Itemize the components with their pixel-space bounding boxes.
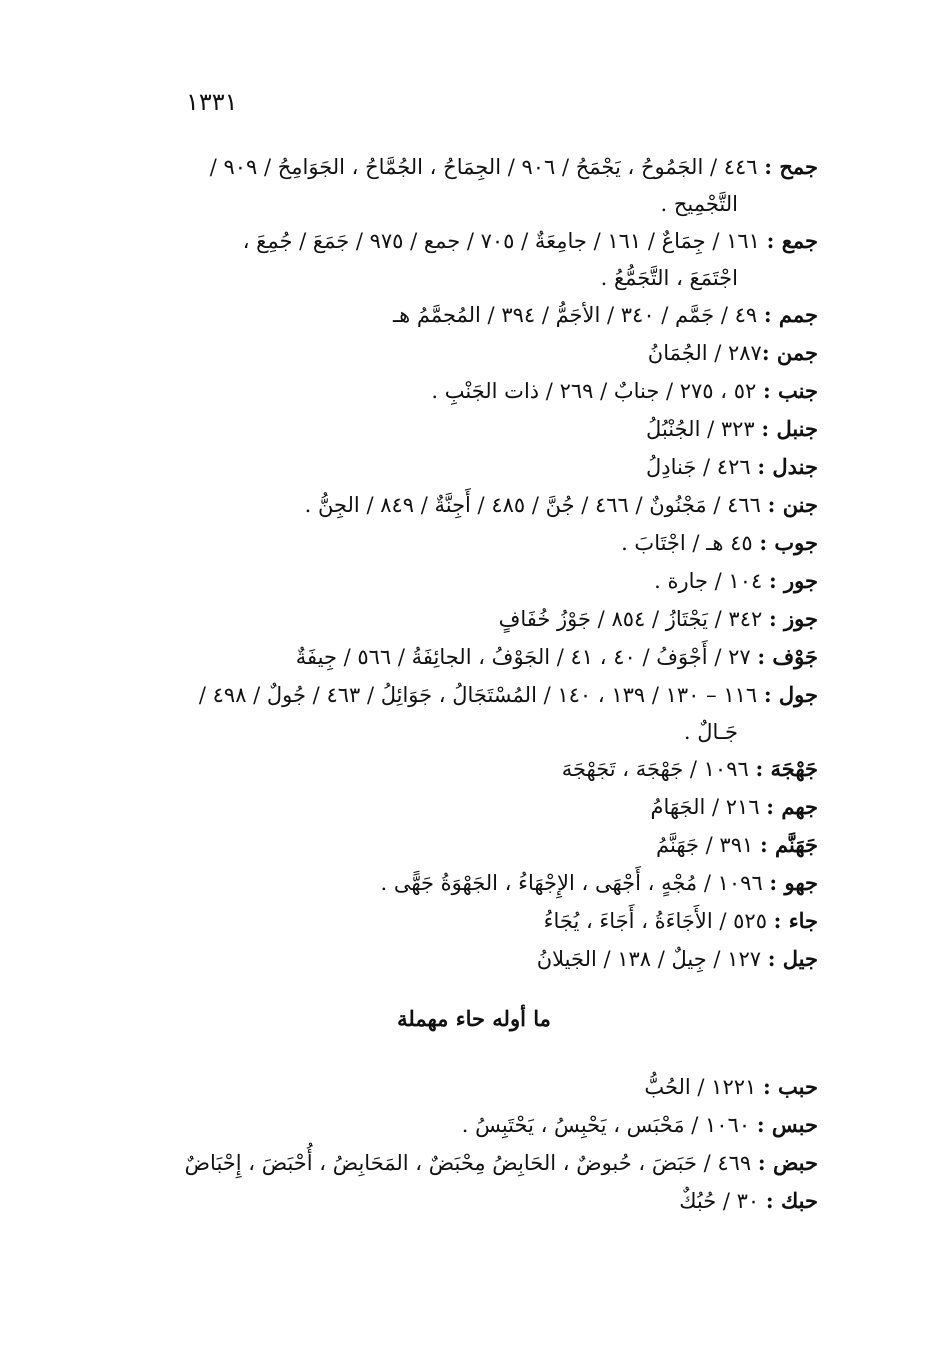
entry-references: ١١٦ – ١٣٠ / ١٣٩ ، ١٤٠ / المُسْتَجَالُ ، جَوَائِلُ / ٤٦٣ / جُولٌ / ٤٩٨ / (198, 683, 764, 707)
entry-root: جَوْف : (757, 644, 818, 669)
entry-root: جَهْجَهَ : (755, 756, 818, 781)
index-entry (128, 148, 818, 222)
entry-references: ٥٢ ، ٢٧٥ / جنابٌ / ٢٦٩ / ذات الجَنْبِ . (431, 379, 763, 403)
index-entries-jeem (128, 148, 818, 978)
index-entry (128, 1144, 818, 1182)
index-entry (128, 788, 818, 826)
entry-root: حبض : (757, 1150, 818, 1175)
index-entry (128, 750, 818, 788)
index-entry (128, 676, 818, 750)
entry-continuation: جَـالٌ . (683, 720, 738, 744)
entry-references: ٤٦٦ / مَجْنُونٌ / ٤٦٦ / جُنَّ / ٤٨٥ / أَجِنَّةٌ / ٨٤٩ / الجِنُّ . (304, 493, 768, 517)
index-entry (128, 410, 818, 448)
index-entries-haa (128, 1068, 818, 1220)
entry-references: ٤٩ / جَمَّم / ٣٤٠ / الأجَمُّ / ٣٩٤ / المُجمَّمُ هـ (392, 303, 764, 327)
entry-root: جمع : (766, 228, 818, 253)
entry-root: جول : (763, 682, 818, 707)
entry-root: جهم : (766, 794, 818, 819)
entry-root: جاء : (773, 908, 818, 933)
index-entry (128, 222, 818, 296)
entry-references: ١٠٩٦ / جَهْجَهَ ، تَجَهْجَهَ (561, 757, 756, 781)
index-entry (128, 334, 818, 372)
entry-references: ١٦١ / جِمَاعٌ / ١٦١ / جامِعَةٌ / ٧٠٥ / جمع / ٩٧٥ / جَمَعَ / جُمِعَ ، (242, 229, 767, 253)
entry-references: ١٠٩٦ / مُجْهٍ ، أَجْهَى ، الإِجْهَاءُ ، الجَهْوَةُ جَهًّى . (380, 871, 770, 895)
entry-references: ٣٤٢ / يَجْتَازُ / ٨٥٤ / جَوْزُ خُفَافٍ (498, 607, 769, 631)
index-entry (128, 638, 818, 676)
entry-references: ١٠٦٠ / مَحْبَس ، يَحْبِسُ ، يَحْتَبِسُ . (461, 1113, 757, 1137)
entry-continuation: التَّجْمِيح . (660, 192, 738, 216)
entry-references: ٢١٦ / الجَهَامُ (650, 795, 767, 819)
entry-root: جوز : (768, 606, 818, 631)
entry-references: ٢٨٧ / الجُمَانُ (647, 341, 762, 365)
entry-root: جمم : (763, 302, 818, 327)
index-entry (128, 864, 818, 902)
section-heading: ما أوله حاء مهملة (397, 1006, 551, 1031)
entry-root: جنن : (767, 492, 818, 517)
entry-continuation: اجْتَمَعَ ، التَّجَمُّعُ . (600, 266, 738, 290)
entry-root: جمن : (761, 340, 818, 365)
entry-root: جوب : (759, 530, 818, 555)
entry-root: جور : (768, 568, 818, 593)
entry-root: جَهَنَّم : (759, 832, 818, 857)
index-entry (128, 486, 818, 524)
entry-references: ٤٦٩ / حَبَضَ ، حُبوضٌ ، الحَابِضُ مِحْبَضٌ ، المَحَابِضُ ، أُحْبَضَ ، إِحْبَاضٌ (184, 1151, 758, 1175)
entry-root: جمح : (764, 154, 818, 179)
entry-references: ٢٧ / أَجْوَفُ / ٤٠ ، ٤١ / الجَوْفُ ، الجائِفَةُ / ٥٦٦ / جِيفَةٌ (295, 645, 758, 669)
index-entry (128, 372, 818, 410)
index-entry (128, 902, 818, 940)
index-entry (128, 524, 818, 562)
entry-references: ٥٢٥ / الأَجَاءَةُ ، أَجَاءَ ، يُجَاءُ (543, 909, 774, 933)
index-entry (128, 562, 818, 600)
entry-references: ٤٤٦ / الجَمُوحُ ، يَجْمَحُ / ٩٠٦ / الجِمَاحُ ، الجُمَّاحُ ، الجَوَامِحُ / ٩٠٩ / (209, 155, 765, 179)
entry-root: جنبل : (761, 416, 818, 441)
entry-references: ١٢٢١ / الحُبُّ (644, 1075, 763, 1099)
entry-root: جنب : (762, 378, 818, 403)
index-entry (128, 448, 818, 486)
entry-references: ٤٥ هـ / اجْتَابَ . (621, 531, 760, 555)
entry-root: حبب : (762, 1074, 818, 1099)
entry-references: ٣٩١ / جَهَنَّمُ (656, 833, 760, 857)
entry-root: جندل : (757, 454, 818, 479)
entry-references: ٤٢٦ / جَنادِلُ (646, 455, 758, 479)
index-entry (128, 296, 818, 334)
entry-references: ٣٢٣ / الجُنْبُلُ (646, 417, 762, 441)
index-entry (128, 1106, 818, 1144)
entry-references: ١٠٤ / جارة . (654, 569, 769, 593)
entry-references: ٣٠ / حُبُكٌ (679, 1189, 766, 1213)
entry-root: جيل : (767, 946, 818, 971)
index-entry (128, 940, 818, 978)
page-number: ١٣٣١ (186, 88, 238, 116)
index-entry (128, 1068, 818, 1106)
entry-root: جهو : (769, 870, 818, 895)
entry-root: حبس : (756, 1112, 818, 1137)
entry-root: حبك : (765, 1188, 818, 1213)
index-entry (128, 1182, 818, 1220)
entry-references: ١٢٧ / جِيلٌ / ١٣٨ / الجَيلانُ (536, 947, 768, 971)
index-entry (128, 600, 818, 638)
index-entry (128, 826, 818, 864)
